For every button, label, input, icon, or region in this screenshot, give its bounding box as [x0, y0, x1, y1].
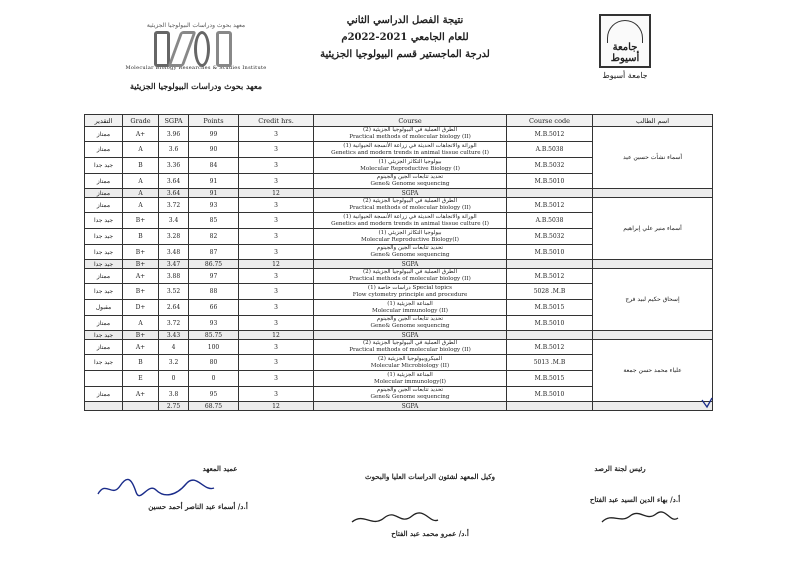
cell-code: M.B.5010: [507, 174, 593, 189]
cell-gpa: 3.6: [159, 142, 189, 158]
cell-course: [314, 229, 507, 245]
course-arabic: الميكروبيولوجيا الجزيئية (2): [377, 355, 442, 362]
cell-rating: جيد جدا: [85, 284, 123, 300]
cell-gpa: 4: [159, 340, 189, 355]
title-line-2: للعام الجامعي 2021-2022م: [341, 32, 469, 43]
cell-course: [314, 245, 507, 260]
summary-credits: 12: [239, 189, 314, 198]
cell-course: [314, 213, 507, 229]
cell-gpa: 3.52: [159, 284, 189, 300]
course-english: Flow cytometry principle and procedure: [352, 291, 468, 298]
institute-logo: [136, 31, 256, 63]
summary-grade: B+: [123, 260, 159, 269]
course-english: Genetics and modern trends in animal tissue culture (I): [331, 220, 489, 227]
summary-blank: [593, 189, 713, 198]
university-logo: جامعة أسيوط: [599, 14, 651, 68]
cell-code: M.B.5015: [507, 300, 593, 316]
summary-grade: [123, 402, 159, 411]
course-arabic: تحديد تتابعات الجين والجينوم: [376, 387, 444, 393]
cell-rating: جيد جدا: [85, 158, 123, 174]
col-points: Points: [189, 115, 239, 127]
course-arabic: دراسات خاصة (1) Special topics: [367, 284, 453, 291]
cell-code: M.B.5010: [507, 245, 593, 260]
cell-credits: 3: [239, 300, 314, 316]
cell-rating: جيد جدا: [85, 355, 123, 371]
summary-credits: 12: [239, 260, 314, 269]
course-english: Practical methods of molecular biology (II): [349, 347, 471, 353]
cell-gpa: 3.28: [159, 229, 189, 245]
summary-blank: [593, 331, 713, 340]
col-rating: التقدير: [85, 115, 123, 127]
course-english: Practical methods of molecular biology (II): [349, 134, 471, 140]
page-title: [290, 12, 520, 63]
dean-signature: [96, 476, 216, 500]
summary-gpa: 3.43: [159, 331, 189, 340]
margin-mark: [700, 396, 714, 410]
vice-dean-signature: [350, 510, 440, 530]
course-english: Gene& Genome sequencing: [370, 252, 450, 258]
cell-gpa: 3.88: [159, 269, 189, 284]
summary-row: [85, 402, 713, 411]
cell-grade: A: [123, 198, 159, 213]
cell-points: 87: [189, 245, 239, 260]
course-arabic: بيولوجيا التكاثر الجزيئي (1): [378, 158, 442, 165]
summary-label: SGPA: [314, 189, 507, 198]
cell-points: 82: [189, 229, 239, 245]
cell-code: M.B.5010: [507, 387, 593, 402]
course-english: Genetics and modern trends in animal tissue culture (I): [331, 149, 489, 156]
cell-code: M.B.5012: [507, 269, 593, 284]
cell-credits: 3: [239, 355, 314, 371]
course-english: Molecular immunology(I): [374, 378, 446, 385]
cell-gpa: 2.64: [159, 300, 189, 316]
course-arabic: الطرق العملية في البيولوجيا الجزيئية (2): [362, 198, 458, 204]
course-english: Gene& Genome sequencing: [370, 323, 450, 329]
course-arabic: الطرق العملية في البيولوجيا الجزيئية (2): [362, 269, 458, 275]
cell-grade: A: [123, 174, 159, 189]
course-arabic: الوراثة والاتجاهات الحديثة في زراعة الأنسجة الحيوانية (1): [343, 213, 477, 220]
course-arabic: المناعة الجزيئية (1): [387, 300, 433, 307]
dean-title: عميد المعهد: [202, 464, 238, 473]
summary-gpa: 2.75: [159, 402, 189, 411]
cell-gpa: 3.72: [159, 198, 189, 213]
cell-code: 5013 .M.B: [507, 355, 593, 371]
col-credit: Credit hrs.: [239, 115, 314, 127]
cell-grade: E: [123, 371, 159, 387]
cell-student-name: أسماء منير علي إبراهيم: [593, 198, 713, 260]
cell-points: 91: [189, 174, 239, 189]
cell-grade: B+: [123, 284, 159, 300]
table-row: [85, 269, 713, 284]
cell-gpa: 3.4: [159, 213, 189, 229]
cell-course: [314, 198, 507, 213]
cell-code: M.B.5032: [507, 229, 593, 245]
cell-credits: 3: [239, 213, 314, 229]
cell-course: [314, 300, 507, 316]
col-course: Course: [314, 115, 507, 127]
cell-credits: 3: [239, 340, 314, 355]
cell-gpa: 3.72: [159, 316, 189, 331]
committee-title: رئيس لجنة الرصد: [594, 464, 646, 473]
cell-rating: ممتاز: [85, 340, 123, 355]
col-code: Course code: [507, 115, 593, 127]
cell-course: [314, 142, 507, 158]
cell-credits: 3: [239, 229, 314, 245]
table-body: [85, 127, 713, 411]
title-line-1: نتيجة الفصل الدراسي الثاني: [346, 15, 464, 26]
summary-grade: A: [123, 189, 159, 198]
cell-points: 93: [189, 316, 239, 331]
cell-rating: ممتاز: [85, 127, 123, 142]
cell-grade: A: [123, 142, 159, 158]
table-row: [85, 340, 713, 355]
cell-code: M.B.5012: [507, 127, 593, 142]
cell-code: M.B.5012: [507, 198, 593, 213]
course-arabic: الوراثة والاتجاهات الحديثة في زراعة الأنسجة الحيوانية (1): [343, 142, 477, 149]
cell-points: 0: [189, 371, 239, 387]
cell-rating: ممتاز: [85, 387, 123, 402]
cell-points: 66: [189, 300, 239, 316]
cell-course: [314, 371, 507, 387]
vice-dean-name: أ.د/ عمرو محمد عبد الفتاح: [391, 529, 469, 538]
summary-rating: جيد جدا: [85, 260, 123, 269]
cell-code: M.B.5015: [507, 371, 593, 387]
cell-rating: [85, 371, 123, 387]
cell-rating: جيد جدا: [85, 213, 123, 229]
summary-row: [85, 189, 713, 198]
results-table: [84, 114, 713, 411]
cell-grade: A+: [123, 127, 159, 142]
cell-grade: A+: [123, 387, 159, 402]
university-name: جامعة أسيوط: [602, 71, 648, 80]
course-arabic: الطرق العملية في البيولوجيا الجزيئية (2): [362, 340, 458, 346]
cell-student-name: علياء محمد حسن جمعة: [593, 340, 713, 402]
cell-credits: 3: [239, 387, 314, 402]
course-arabic: الطرق العملية في البيولوجيا الجزيئية (2): [362, 127, 458, 133]
summary-rating: جيد جدا: [85, 331, 123, 340]
summary-rating: ممتاز: [85, 189, 123, 198]
course-english: Molecular Microbiology (II): [370, 362, 450, 369]
cell-points: 93: [189, 198, 239, 213]
cell-rating: ممتاز: [85, 174, 123, 189]
cell-course: [314, 158, 507, 174]
committee-name: أ.د/ بهاء الدين السيد عبد الفتاح: [589, 495, 681, 504]
course-english: Molecular immunology (II): [372, 307, 448, 314]
cell-code: M.B.5012: [507, 340, 593, 355]
summary-row: [85, 331, 713, 340]
cell-grade: B+: [123, 213, 159, 229]
course-english: Molecular Reproductive Biology (I): [360, 165, 460, 172]
course-arabic: تحديد تتابعات الجين والجينوم: [376, 245, 444, 251]
summary-blank: [593, 402, 713, 411]
table-header-row: [85, 115, 713, 127]
summary-blank: [593, 260, 713, 269]
cell-course: [314, 127, 507, 142]
cell-gpa: 3.36: [159, 158, 189, 174]
summary-points: 85.75: [189, 331, 239, 340]
cell-grade: A+: [123, 269, 159, 284]
committee-signature: [600, 508, 680, 528]
summary-label: SGPA: [314, 260, 507, 269]
cell-credits: 3: [239, 127, 314, 142]
cell-rating: ممتاز: [85, 269, 123, 284]
summary-blank: [507, 189, 593, 198]
cell-grade: B: [123, 158, 159, 174]
cell-gpa: 0: [159, 371, 189, 387]
institute-top-text: معهد بحوث ودراسات البيولوجيا الجزيئية: [146, 22, 246, 29]
course-arabic: تحديد تتابعات الجين والجينوم: [376, 174, 444, 180]
cell-credits: 3: [239, 174, 314, 189]
summary-label: SGPA: [314, 402, 507, 411]
cell-rating: ممتاز: [85, 316, 123, 331]
cell-points: 90: [189, 142, 239, 158]
course-english: Practical methods of molecular biology (II): [349, 276, 471, 282]
cell-gpa: 3.96: [159, 127, 189, 142]
cell-gpa: 3.2: [159, 355, 189, 371]
cell-points: 85: [189, 213, 239, 229]
cell-course: [314, 174, 507, 189]
summary-label: SGPA: [314, 331, 507, 340]
cell-points: 99: [189, 127, 239, 142]
cell-rating: ممتاز: [85, 142, 123, 158]
cell-course: [314, 340, 507, 355]
cell-points: 95: [189, 387, 239, 402]
cell-points: 80: [189, 355, 239, 371]
cell-points: 100: [189, 340, 239, 355]
cell-credits: 3: [239, 245, 314, 260]
title-line-3: لدرجة الماجستير قسم البيولوجيا الجزيئية: [320, 49, 490, 60]
cell-gpa: 3.48: [159, 245, 189, 260]
cell-student-name: إسحاق حكيم لبيد فرج: [593, 269, 713, 331]
cell-code: M.B.5032: [507, 158, 593, 174]
cell-credits: 3: [239, 158, 314, 174]
col-grade: Grade: [123, 115, 159, 127]
cell-course: [314, 284, 507, 300]
cell-credits: 3: [239, 198, 314, 213]
summary-points: 91: [189, 189, 239, 198]
cell-grade: D+: [123, 300, 159, 316]
course-english: Gene& Genome sequencing: [370, 181, 450, 187]
cell-grade: A+: [123, 340, 159, 355]
cell-rating: جيد جدا: [85, 245, 123, 260]
vice-dean-title: وكيل المعهد لشئون الدراسات العليا والبحوث: [365, 472, 495, 481]
cell-credits: 3: [239, 371, 314, 387]
summary-points: 86.75: [189, 260, 239, 269]
col-sgpa: SGPA: [159, 115, 189, 127]
col-student: اسم الطالب: [593, 115, 713, 127]
cell-rating: جيد جدا: [85, 229, 123, 245]
course-arabic: المناعة الجزيئية (1): [387, 371, 433, 378]
cell-code: 5028 .M.B: [507, 284, 593, 300]
cell-course: [314, 355, 507, 371]
cell-credits: 3: [239, 142, 314, 158]
cell-grade: A: [123, 316, 159, 331]
table-row: [85, 127, 713, 142]
cell-points: 97: [189, 269, 239, 284]
cell-points: 84: [189, 158, 239, 174]
table-row: [85, 198, 713, 213]
university-header: [590, 14, 660, 80]
summary-blank: [507, 260, 593, 269]
cell-credits: 3: [239, 269, 314, 284]
summary-rating: [85, 402, 123, 411]
cell-gpa: 3.8: [159, 387, 189, 402]
cell-credits: 3: [239, 316, 314, 331]
summary-row: [85, 260, 713, 269]
institute-header: [116, 22, 276, 91]
course-english: Molecular Reproductive Biology(I): [361, 236, 459, 243]
cell-rating: ممتاز: [85, 198, 123, 213]
institute-english-name: Molecular Biology Researches & Studies Institute: [125, 65, 267, 71]
course-arabic: تحديد تتابعات الجين والجينوم: [376, 316, 444, 322]
dean-name: أ.د/ أسماء عبد الناصر أحمد حسين: [148, 502, 248, 511]
cell-points: 88: [189, 284, 239, 300]
cell-rating: مقبول: [85, 300, 123, 316]
cell-course: [314, 269, 507, 284]
summary-blank: [507, 331, 593, 340]
summary-gpa: 3.47: [159, 260, 189, 269]
cell-credits: 3: [239, 284, 314, 300]
summary-credits: 12: [239, 402, 314, 411]
cell-course: [314, 316, 507, 331]
cell-code: M.B.5010: [507, 316, 593, 331]
cell-code: A.B.5038: [507, 213, 593, 229]
summary-gpa: 3.64: [159, 189, 189, 198]
cell-gpa: 3.64: [159, 174, 189, 189]
course-english: Gene& Genome sequencing: [370, 394, 450, 400]
cell-grade: B: [123, 229, 159, 245]
course-english: Practical methods of molecular biology (II): [349, 205, 471, 211]
summary-grade: B+: [123, 331, 159, 340]
summary-blank: [507, 402, 593, 411]
institute-name: معهد بحوث ودراسات البيولوجيا الجزيئية: [130, 81, 262, 91]
summary-credits: 12: [239, 331, 314, 340]
cell-grade: B+: [123, 245, 159, 260]
cell-student-name: أسماء نشأت حسين عيد: [593, 127, 713, 189]
course-arabic: بيولوجيا التكاثر الجزيئي (1): [378, 229, 442, 236]
cell-grade: B: [123, 355, 159, 371]
cell-code: A.B.5038: [507, 142, 593, 158]
summary-points: 68.75: [189, 402, 239, 411]
cell-course: [314, 387, 507, 402]
